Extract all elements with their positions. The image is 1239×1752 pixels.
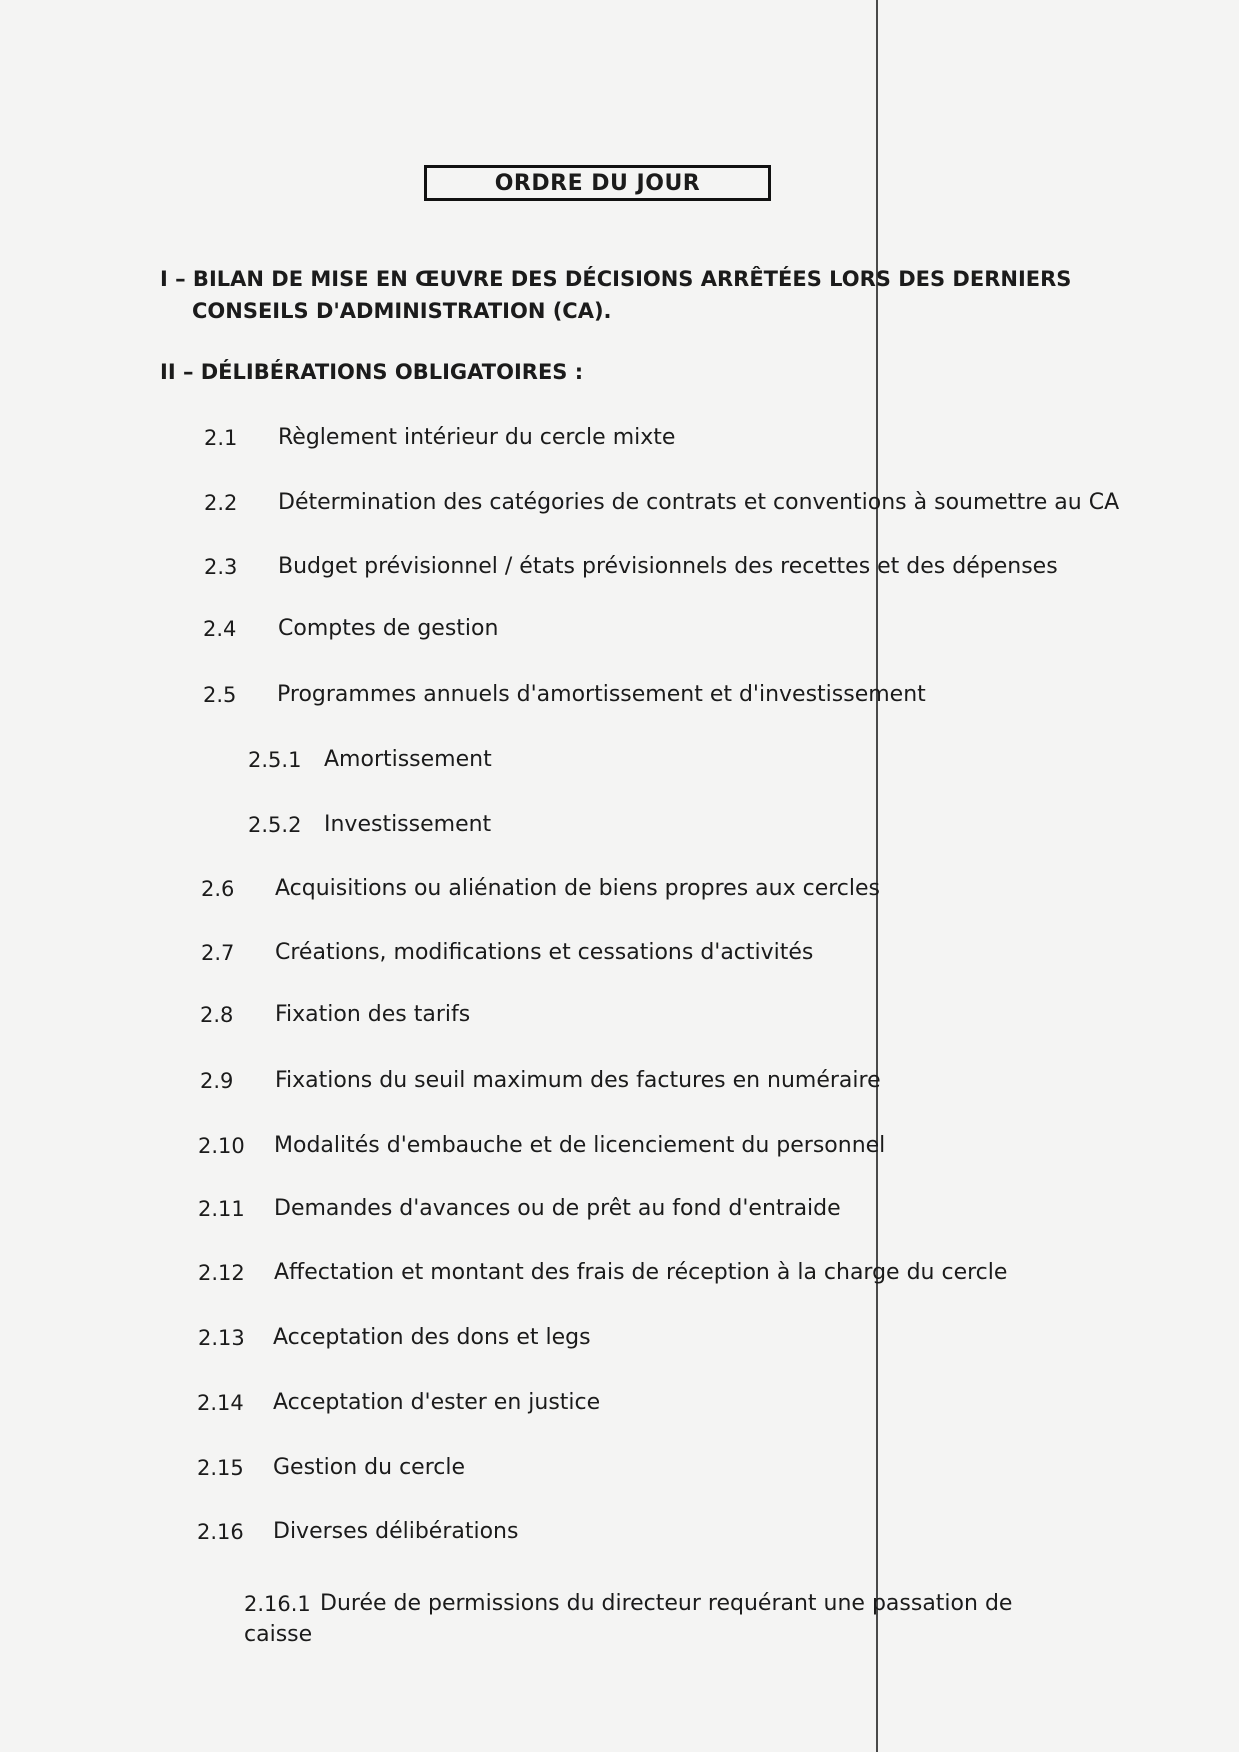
item-text: Programmes annuels d'amortissement et d'investissement xyxy=(277,682,926,707)
document-title-text: ORDRE DU JOUR xyxy=(494,170,701,196)
item-text: Créations, modifications et cessations d'activités xyxy=(275,940,814,965)
item-number: 2.11 xyxy=(198,1197,245,1221)
item-number: 2.5.1 xyxy=(248,748,302,772)
section-1-heading-line1: I – BILAN DE MISE EN ŒUVRE DES DÉCISIONS ARRÊTÉES LORS DES DERNIERS xyxy=(160,267,1072,291)
item-text: Acquisitions ou aliénation de biens propres aux cercles xyxy=(275,876,880,901)
item-text: Règlement intérieur du cercle mixte xyxy=(278,425,676,450)
item-number: 2.16.1 xyxy=(244,1592,311,1616)
item-text: Durée de permissions du directeur requérant une passation de xyxy=(320,1591,1013,1616)
item-text: Affectation et montant des frais de réception à la charge du cercle xyxy=(274,1260,1008,1285)
item-number: 2.8 xyxy=(200,1003,234,1027)
item-number: 2.7 xyxy=(201,941,235,965)
item-text-continuation: caisse xyxy=(244,1622,313,1647)
item-number: 2.5.2 xyxy=(248,813,302,837)
item-text: Demandes d'avances ou de prêt au fond d'entraide xyxy=(274,1196,841,1221)
item-text: Fixations du seuil maximum des factures en numéraire xyxy=(275,1068,881,1093)
item-number: 2.9 xyxy=(200,1069,234,1093)
item-text: Détermination des catégories de contrats et conventions à soumettre au CA xyxy=(278,490,1120,515)
document-title xyxy=(424,165,771,201)
item-text: Amortissement xyxy=(324,747,492,772)
item-number: 2.16 xyxy=(197,1520,244,1544)
item-text: Diverses délibérations xyxy=(273,1519,519,1544)
item-number: 2.5 xyxy=(203,683,237,707)
item-number: 2.3 xyxy=(204,555,238,579)
item-number: 2.1 xyxy=(204,426,238,450)
item-number: 2.13 xyxy=(198,1326,245,1350)
item-text: Acceptation d'ester en justice xyxy=(273,1390,601,1415)
item-text: Fixation des tarifs xyxy=(275,1002,471,1027)
item-text: Gestion du cercle xyxy=(273,1455,466,1480)
item-text: Acceptation des dons et legs xyxy=(273,1325,591,1350)
item-text: Comptes de gestion xyxy=(278,616,499,641)
item-number: 2.12 xyxy=(198,1261,245,1285)
item-number: 2.6 xyxy=(201,877,235,901)
item-text: Investissement xyxy=(324,812,492,837)
item-number: 2.15 xyxy=(197,1456,244,1480)
item-text: Modalités d'embauche et de licenciement du personnel xyxy=(274,1133,886,1158)
section-2-heading: II – DÉLIBÉRATIONS OBLIGATOIRES : xyxy=(160,360,584,384)
section-1-heading-line2: CONSEILS D'ADMINISTRATION (CA). xyxy=(192,299,612,323)
item-number: 2.2 xyxy=(204,491,238,515)
item-number: 2.10 xyxy=(198,1134,245,1158)
item-number: 2.4 xyxy=(203,617,237,641)
item-number: 2.14 xyxy=(197,1391,244,1415)
item-text: Budget prévisionnel / états prévisionnels des recettes et des dépenses xyxy=(278,554,1058,579)
